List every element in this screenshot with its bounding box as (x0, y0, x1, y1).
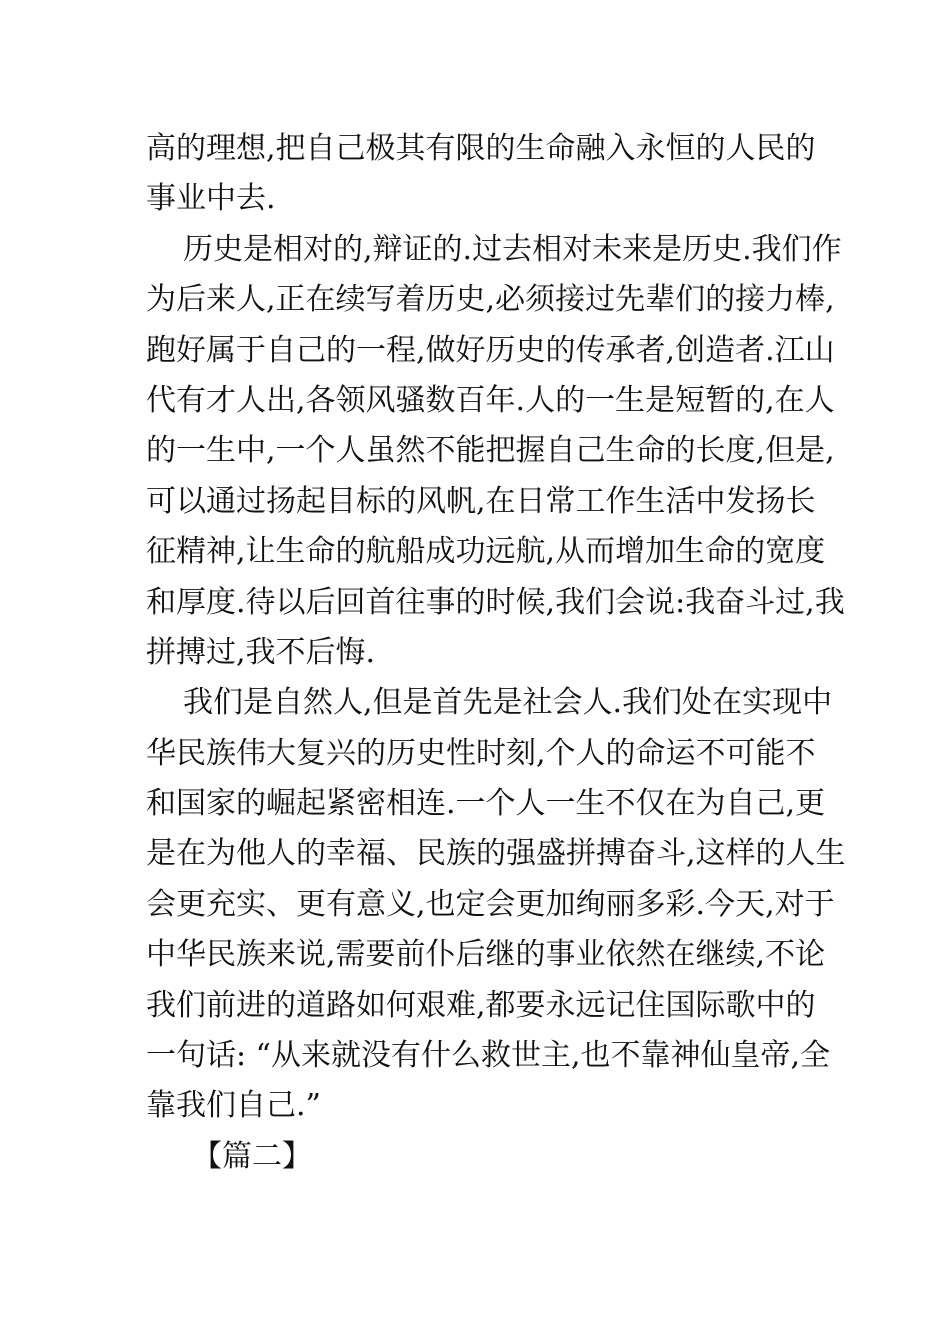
text-line: 中华民族来说,需要前仆后继的事业依然在继续,不论 (146, 937, 826, 973)
section-heading: 【篇二】 (192, 1138, 312, 1174)
text-line: 事业中去. (146, 181, 276, 217)
text-line: 我们前进的道路如何艰难,都要永远记住国际歌中的 (146, 987, 816, 1023)
text-line: 一句话: “从来就没有什么救世主,也不靠神仙皇帝,全 (146, 1038, 831, 1074)
text-line: 华民族伟大复兴的历史性时刻,个人的命运不可能不 (146, 735, 816, 771)
text-line: 拼搏过,我不后悔. (146, 634, 376, 670)
paragraph-start-line: 历史是相对的,辩证的.过去相对未来是历史.我们作 (183, 231, 842, 267)
text-line: 征精神,让生命的航船成功远航,从而增加生命的宽度 (146, 534, 826, 570)
text-line: 靠我们自己.” (146, 1088, 321, 1124)
text-line: 代有才人出,各领风骚数百年.人的一生是短暂的,在人 (146, 382, 835, 418)
text-line: 跑好属于自己的一程,做好历史的传承者,创造者.江山 (146, 332, 835, 368)
paragraph-start-line: 我们是自然人,但是首先是社会人.我们处在实现中 (183, 685, 833, 721)
text-line: 是在为他人的幸福、民族的强盛拼搏奋斗,这样的人生 (146, 836, 846, 872)
text-line: 高的理想,把自己极其有限的生命融入永恒的人民的 (146, 131, 816, 166)
text-line: 的一生中,一个人虽然不能把握自己生命的长度,但是, (146, 433, 835, 469)
text-line: 和国家的崛起紧密相连.一个人一生不仅在为自己,更 (146, 786, 826, 822)
text-line: 可以通过扬起目标的风帆,在日常工作生活中发扬长 (146, 483, 816, 519)
text-line: 会更充实、更有意义,也定会更加绚丽多彩.今天,对于 (146, 886, 835, 922)
text-line: 为后来人,正在续写着历史,必须接过先辈们的接力棒, (146, 282, 835, 318)
text-line: 和厚度.待以后回首往事的时候,我们会说:我奋斗过,我 (146, 584, 845, 620)
document-body (146, 124, 846, 1182)
